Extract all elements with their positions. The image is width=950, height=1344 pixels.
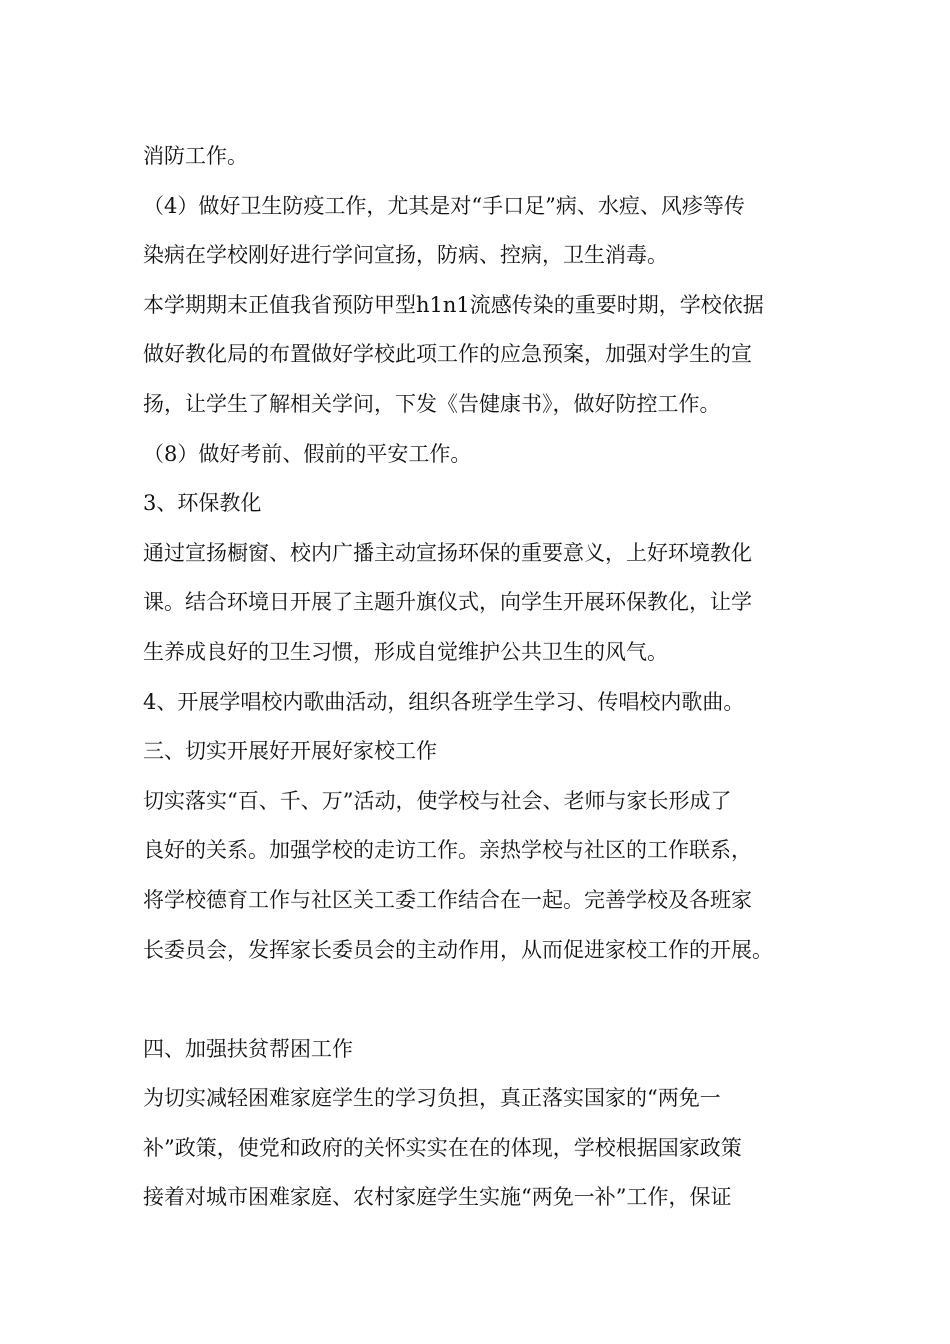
text-line: 生养成良好的卫生习惯，形成自觉维护公共卫生的风气。 bbox=[143, 639, 668, 664]
text-line: 扬，让学生了解相关学问，下发《告健康书》，做好防控工作。 bbox=[143, 391, 721, 416]
section-heading: 三、切实开展好开展好家校工作 bbox=[143, 739, 437, 764]
text-line: 染病在学校刚好进行学问宣扬，防病、控病，卫生消毒。 bbox=[143, 243, 668, 268]
blank-line bbox=[143, 975, 833, 1025]
text-line: 为切实减轻困难家庭学生的学习负担，真正落实国家的“两免一 bbox=[143, 1086, 721, 1111]
text-line: 将学校德育工作与社区关工委工作结合在一起。完善学校及各班家 bbox=[143, 887, 752, 912]
text-line: （8）做好考前、假前的平安工作。 bbox=[143, 441, 472, 466]
text-line: 补”政策，使党和政府的关怀实实在在的体现，学校根据国家政策 bbox=[143, 1135, 742, 1160]
text-line: 4、开展学唱校内歌曲活动，组织各班学生学习、传唱校内歌曲。 bbox=[143, 689, 745, 714]
section-heading: 3、环保教化 bbox=[143, 491, 262, 516]
text-line: 本学期期末正值我省预防甲型h1n1流感传染的重要时期，学校依据 bbox=[143, 292, 764, 317]
text-line: 课。结合环境日开展了主题升旗仪式，向学生开展环保教化，让学 bbox=[143, 590, 752, 615]
section-heading: 四、加强扶贫帮困工作 bbox=[143, 1036, 353, 1061]
text-line: 切实落实“百、千、万”活动，使学校与社会、老师与家长形成了 bbox=[143, 788, 732, 813]
text-line: （4）做好卫生防疫工作，尤其是对“手口足”病、水痘、风疹等传 bbox=[143, 193, 745, 218]
text-line: 做好教化局的布置做好学校此项工作的应急预案，加强对学生的宣 bbox=[143, 342, 752, 367]
document-body bbox=[143, 132, 833, 1223]
text-line: 消防工作。 bbox=[143, 144, 248, 168]
text-line: 接着对城市困难家庭、农村家庭学生实施“两免一补”工作，保证 bbox=[143, 1185, 732, 1210]
text-line: 长委员会，发挥家长委员会的主动作用，从而促进家校工作的开展。 bbox=[143, 937, 773, 962]
text-line: 通过宣扬橱窗、校内广播主动宣扬环保的重要意义，上好环境教化 bbox=[143, 540, 752, 565]
text-line: 良好的关系。加强学校的走访工作。亲热学校与社区的工作联系， bbox=[143, 838, 752, 863]
